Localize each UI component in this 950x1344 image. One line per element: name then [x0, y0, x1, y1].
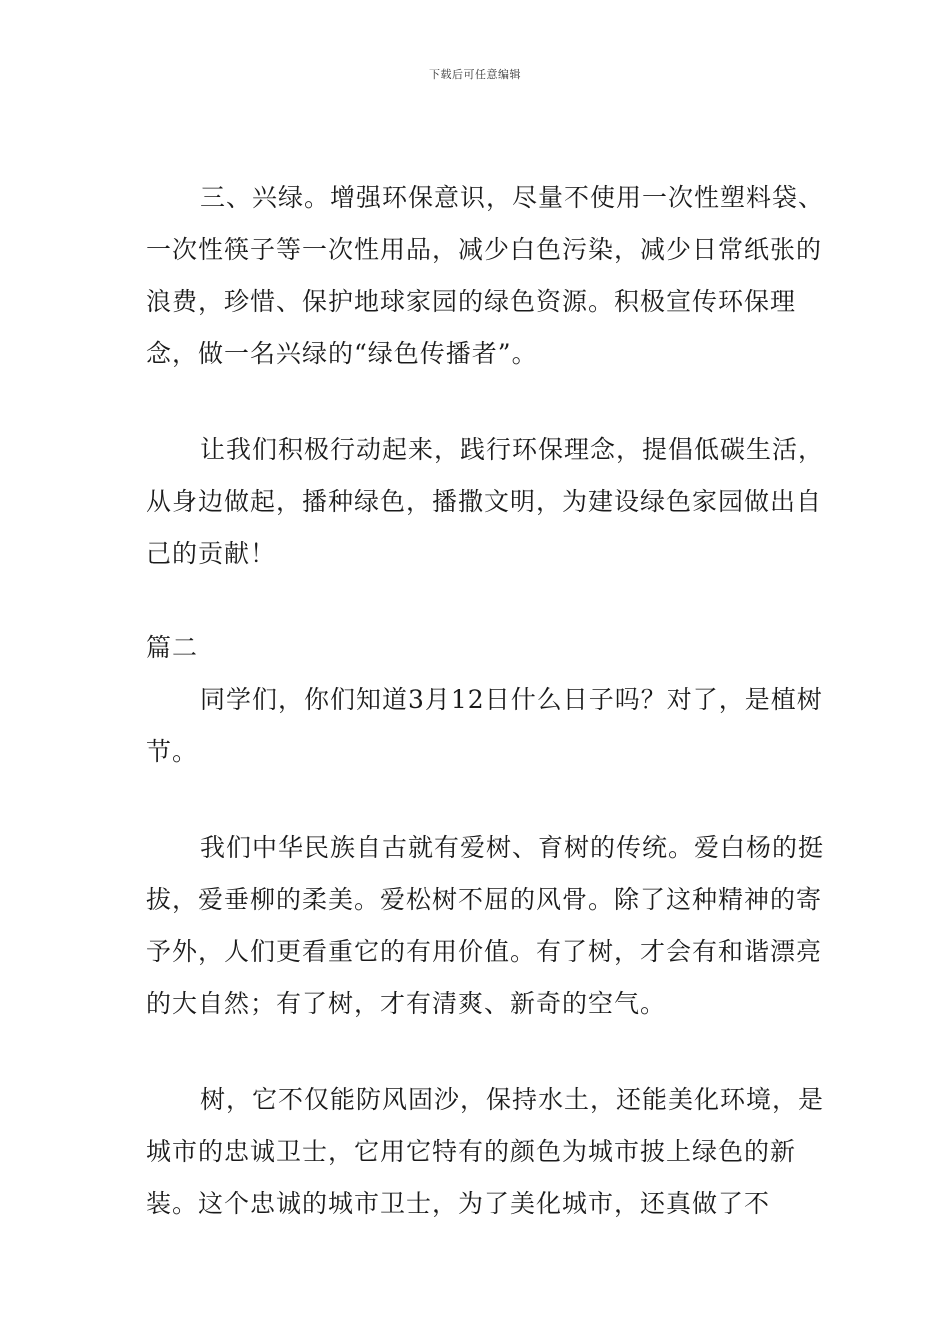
- paragraph-arbor-day-question: 同学们，你们知道3月12日什么日子吗？对了，是植树节。: [146, 685, 823, 766]
- paragraph-tree-benefits: 树，它不仅能防风固沙，保持水土，还能美化环境，是城市的忠诚卫士，它用它特有的颜色为城市披上绿色的新装。这个忠诚的城市卫士，为了美化城市，还真做了不: [146, 1085, 825, 1218]
- page-header: 下载后可任意编辑: [429, 68, 521, 81]
- paragraph-tree-tradition: 我们中华民族自古就有爱树、育树的传统。爱白杨的挺拔，爱垂柳的柔美。爱松树不屈的风骨。除了这种精神的寄予外，人们更看重它的有用价值。有了树，才会有和谐漂亮的大自然；有了树，才有清爽、新奇的空气。: [146, 833, 825, 1018]
- paragraph-call-to-action: 让我们积极行动起来，践行环保理念，提倡低碳生活，从身边做起，播种绿色，播撒文明，为建设绿色家园做出自己的贡献！: [146, 435, 825, 568]
- section-heading-pian-er: 篇二: [146, 633, 199, 662]
- paragraph-xinglv: 三、兴绿。增强环保意识，尽量不使用一次性塑料袋、一次性筷子等一次性用品，减少白色污染，减少日常纸张的浪费，珍惜、保护地球家园的绿色资源。积极宣传环保理念，做一名兴绿的“绿色传播者”。: [146, 183, 825, 368]
